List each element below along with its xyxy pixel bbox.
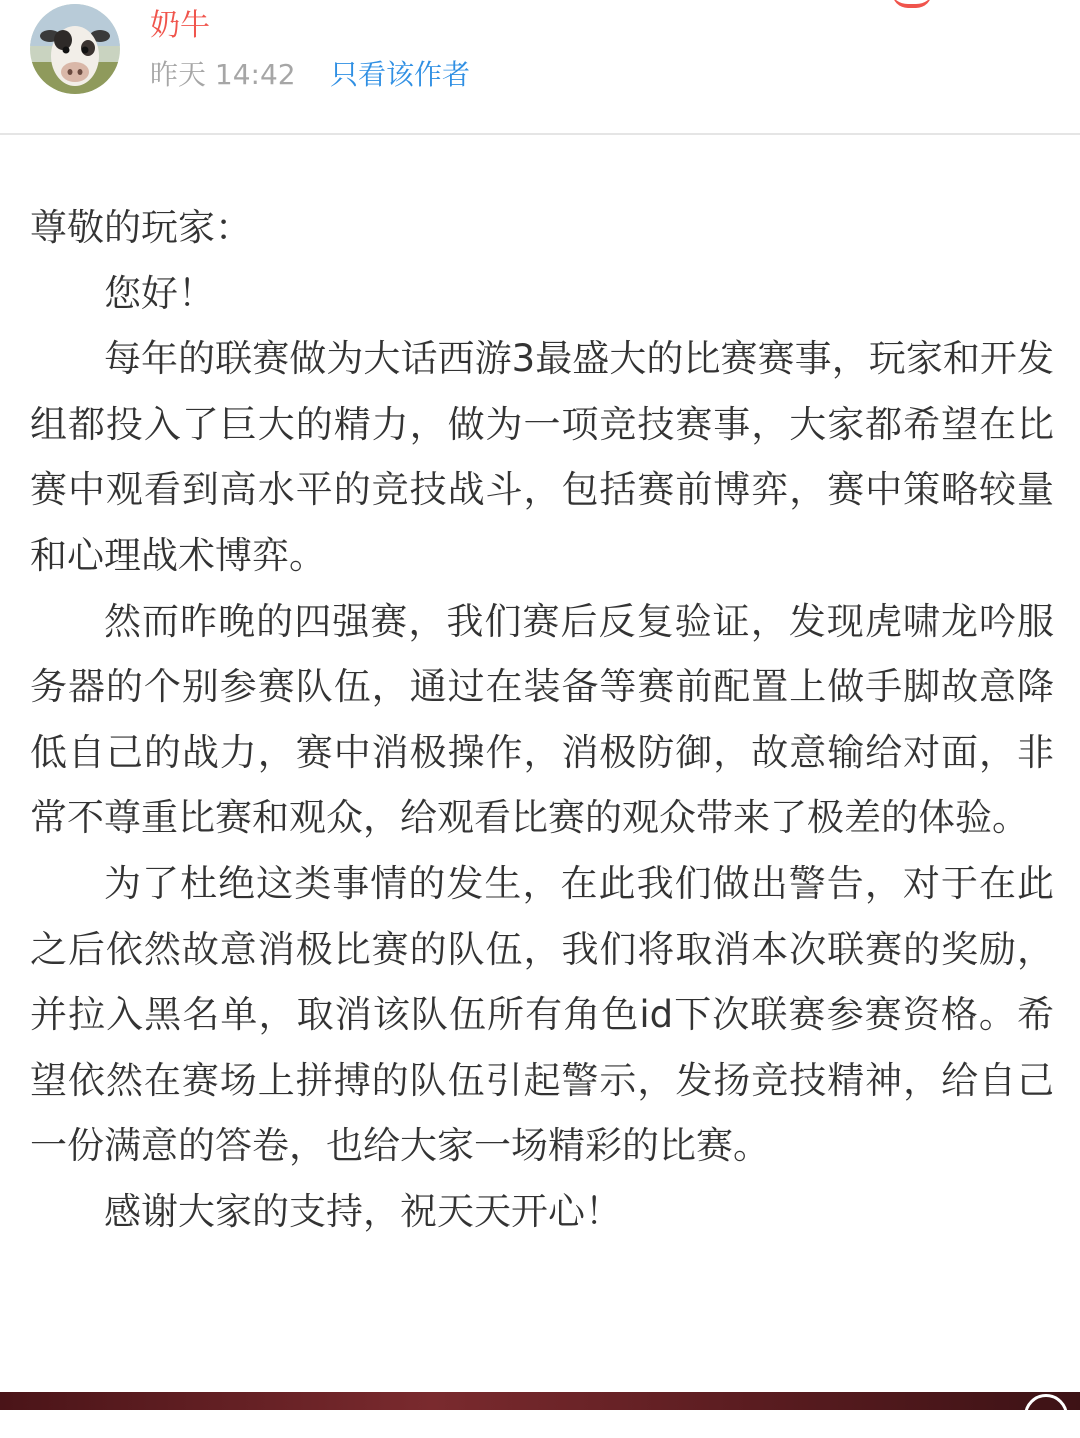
post-paragraph: 为了杜绝这类事情的发生，在此我们做出警告，对于在此之后依然故意消极比赛的队伍，我们将取消本次联赛的奖励，并拉入黑名单，取消该队伍所有角色id下次联赛参赛资格。希望依然在赛场上拼搏的队伍引起警示，发扬竞技精神，给自己一份满意的答卷，也给大家一场精彩的比赛。 xyxy=(30,861,1054,1168)
post-paragraph: 感谢大家的支持，祝天天开心！ xyxy=(104,1189,622,1233)
author-bar xyxy=(0,0,1080,134)
post-timestamp: 昨天 14:42 xyxy=(150,58,296,91)
author-avatar[interactable] xyxy=(30,4,120,94)
post-paragraph: 然而昨晚的四强赛，我们赛后反复验证，发现虎啸龙吟服务器的个别参赛队伍，通过在装备等赛前配置上做手脚故意降低自己的战力，赛中消极操作，消极防御，故意输给对面，非常不尊重比赛和观众，给观看比赛的观众带来了极差的体验。 xyxy=(30,599,1054,840)
post-paragraph: 您好！ xyxy=(104,271,215,315)
circle-icon[interactable] xyxy=(1024,1394,1068,1438)
bottom-toolbar xyxy=(0,1392,1080,1410)
author-name[interactable]: 奶牛 xyxy=(150,8,210,43)
post-salutation: 尊敬的玩家： xyxy=(30,206,252,249)
post-body xyxy=(30,195,1054,1245)
cow-avatar-icon xyxy=(30,4,120,94)
header-divider xyxy=(0,133,1080,135)
post-paragraph: 每年的联赛做为大话西游3最盛大的比赛赛事，玩家和开发组都投入了巨大的精力，做为一项竞技赛事，大家都希望在比赛中观看到高水平的竞技战斗，包括赛前博弈，赛中策略较量和心理战术博弈。 xyxy=(30,337,1054,577)
only-view-author-link[interactable]: 只看该作者 xyxy=(330,58,471,91)
